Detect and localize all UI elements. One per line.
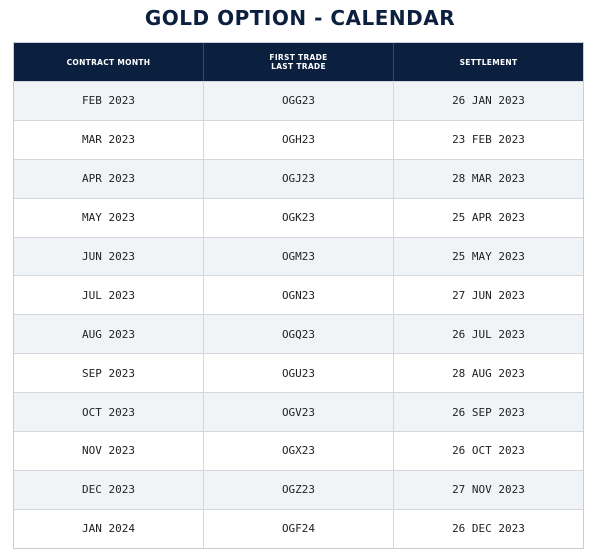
cell-trade-code: OGX23 xyxy=(204,432,394,470)
page-title: GOLD OPTION - CALENDAR xyxy=(144,6,456,30)
cell-trade-code: OGQ23 xyxy=(204,315,394,353)
table-row xyxy=(14,198,583,237)
table-row xyxy=(14,120,583,159)
cell-settlement: 26 OCT 2023 xyxy=(452,444,525,458)
cell-settlement: 28 MAR 2023 xyxy=(452,172,525,186)
cell-trade-code: OGZ23 xyxy=(204,471,394,509)
cell-trade-code: OGU23 xyxy=(204,354,394,392)
cell-settlement: 23 FEB 2023 xyxy=(452,133,525,147)
header-last-trade-label: LAST TRADE xyxy=(271,62,326,71)
cell-contract-month: MAR 2023 xyxy=(14,121,204,159)
cell-settlement: 25 APR 2023 xyxy=(452,211,525,225)
table-row xyxy=(14,81,583,120)
header-first-trade-label: FIRST TRADE xyxy=(269,53,328,62)
cell-contract-month: JAN 2024 xyxy=(14,510,204,548)
header-contract-month-label: CONTRACT MONTH xyxy=(66,57,151,67)
cell-trade-code: OGV23 xyxy=(204,393,394,431)
header-first-last-trade xyxy=(204,43,394,81)
header-settlement xyxy=(394,43,583,81)
cell-trade-code: OGM23 xyxy=(204,238,394,276)
table-row xyxy=(14,314,583,353)
cell-settlement: 27 JUN 2023 xyxy=(452,288,525,302)
table-row xyxy=(14,509,583,548)
table-row xyxy=(14,159,583,198)
table-row xyxy=(14,353,583,392)
table-row xyxy=(14,431,583,470)
calendar-table xyxy=(13,42,584,549)
cell-contract-month: SEP 2023 xyxy=(14,354,204,392)
cell-contract-month: JUN 2023 xyxy=(14,238,204,276)
cell-trade-code: OGN23 xyxy=(204,276,394,314)
cell-contract-month: FEB 2023 xyxy=(14,82,204,120)
cell-contract-month: JUL 2023 xyxy=(14,276,204,314)
cell-settlement: 26 JAN 2023 xyxy=(452,94,525,108)
header-settlement-label: SETTLEMENT xyxy=(459,57,518,67)
table-row xyxy=(14,275,583,314)
cell-trade-code: OGF24 xyxy=(204,510,394,548)
cell-trade-code: OGJ23 xyxy=(204,160,394,198)
cell-trade-code: OGH23 xyxy=(204,121,394,159)
cell-settlement: 25 MAY 2023 xyxy=(452,250,525,263)
cell-trade-code: OGG23 xyxy=(204,82,394,120)
cell-settlement: 26 SEP 2023 xyxy=(452,405,525,419)
table-row xyxy=(14,470,583,509)
cell-settlement: 27 NOV 2023 xyxy=(452,483,525,497)
cell-trade-code: OGK23 xyxy=(204,199,394,237)
cell-contract-month: DEC 2023 xyxy=(14,471,204,509)
cell-settlement: 26 DEC 2023 xyxy=(452,522,525,536)
header-contract-month xyxy=(14,43,204,81)
cell-contract-month: MAY 2023 xyxy=(14,199,204,237)
table-row xyxy=(14,237,583,276)
cell-settlement: 26 JUL 2023 xyxy=(452,327,525,341)
table-header xyxy=(14,43,583,81)
cell-contract-month: OCT 2023 xyxy=(14,393,204,431)
cell-contract-month: NOV 2023 xyxy=(14,432,204,470)
cell-contract-month: AUG 2023 xyxy=(14,315,204,353)
table-row xyxy=(14,392,583,431)
cell-contract-month: APR 2023 xyxy=(14,160,204,198)
cell-settlement: 28 AUG 2023 xyxy=(452,366,525,380)
